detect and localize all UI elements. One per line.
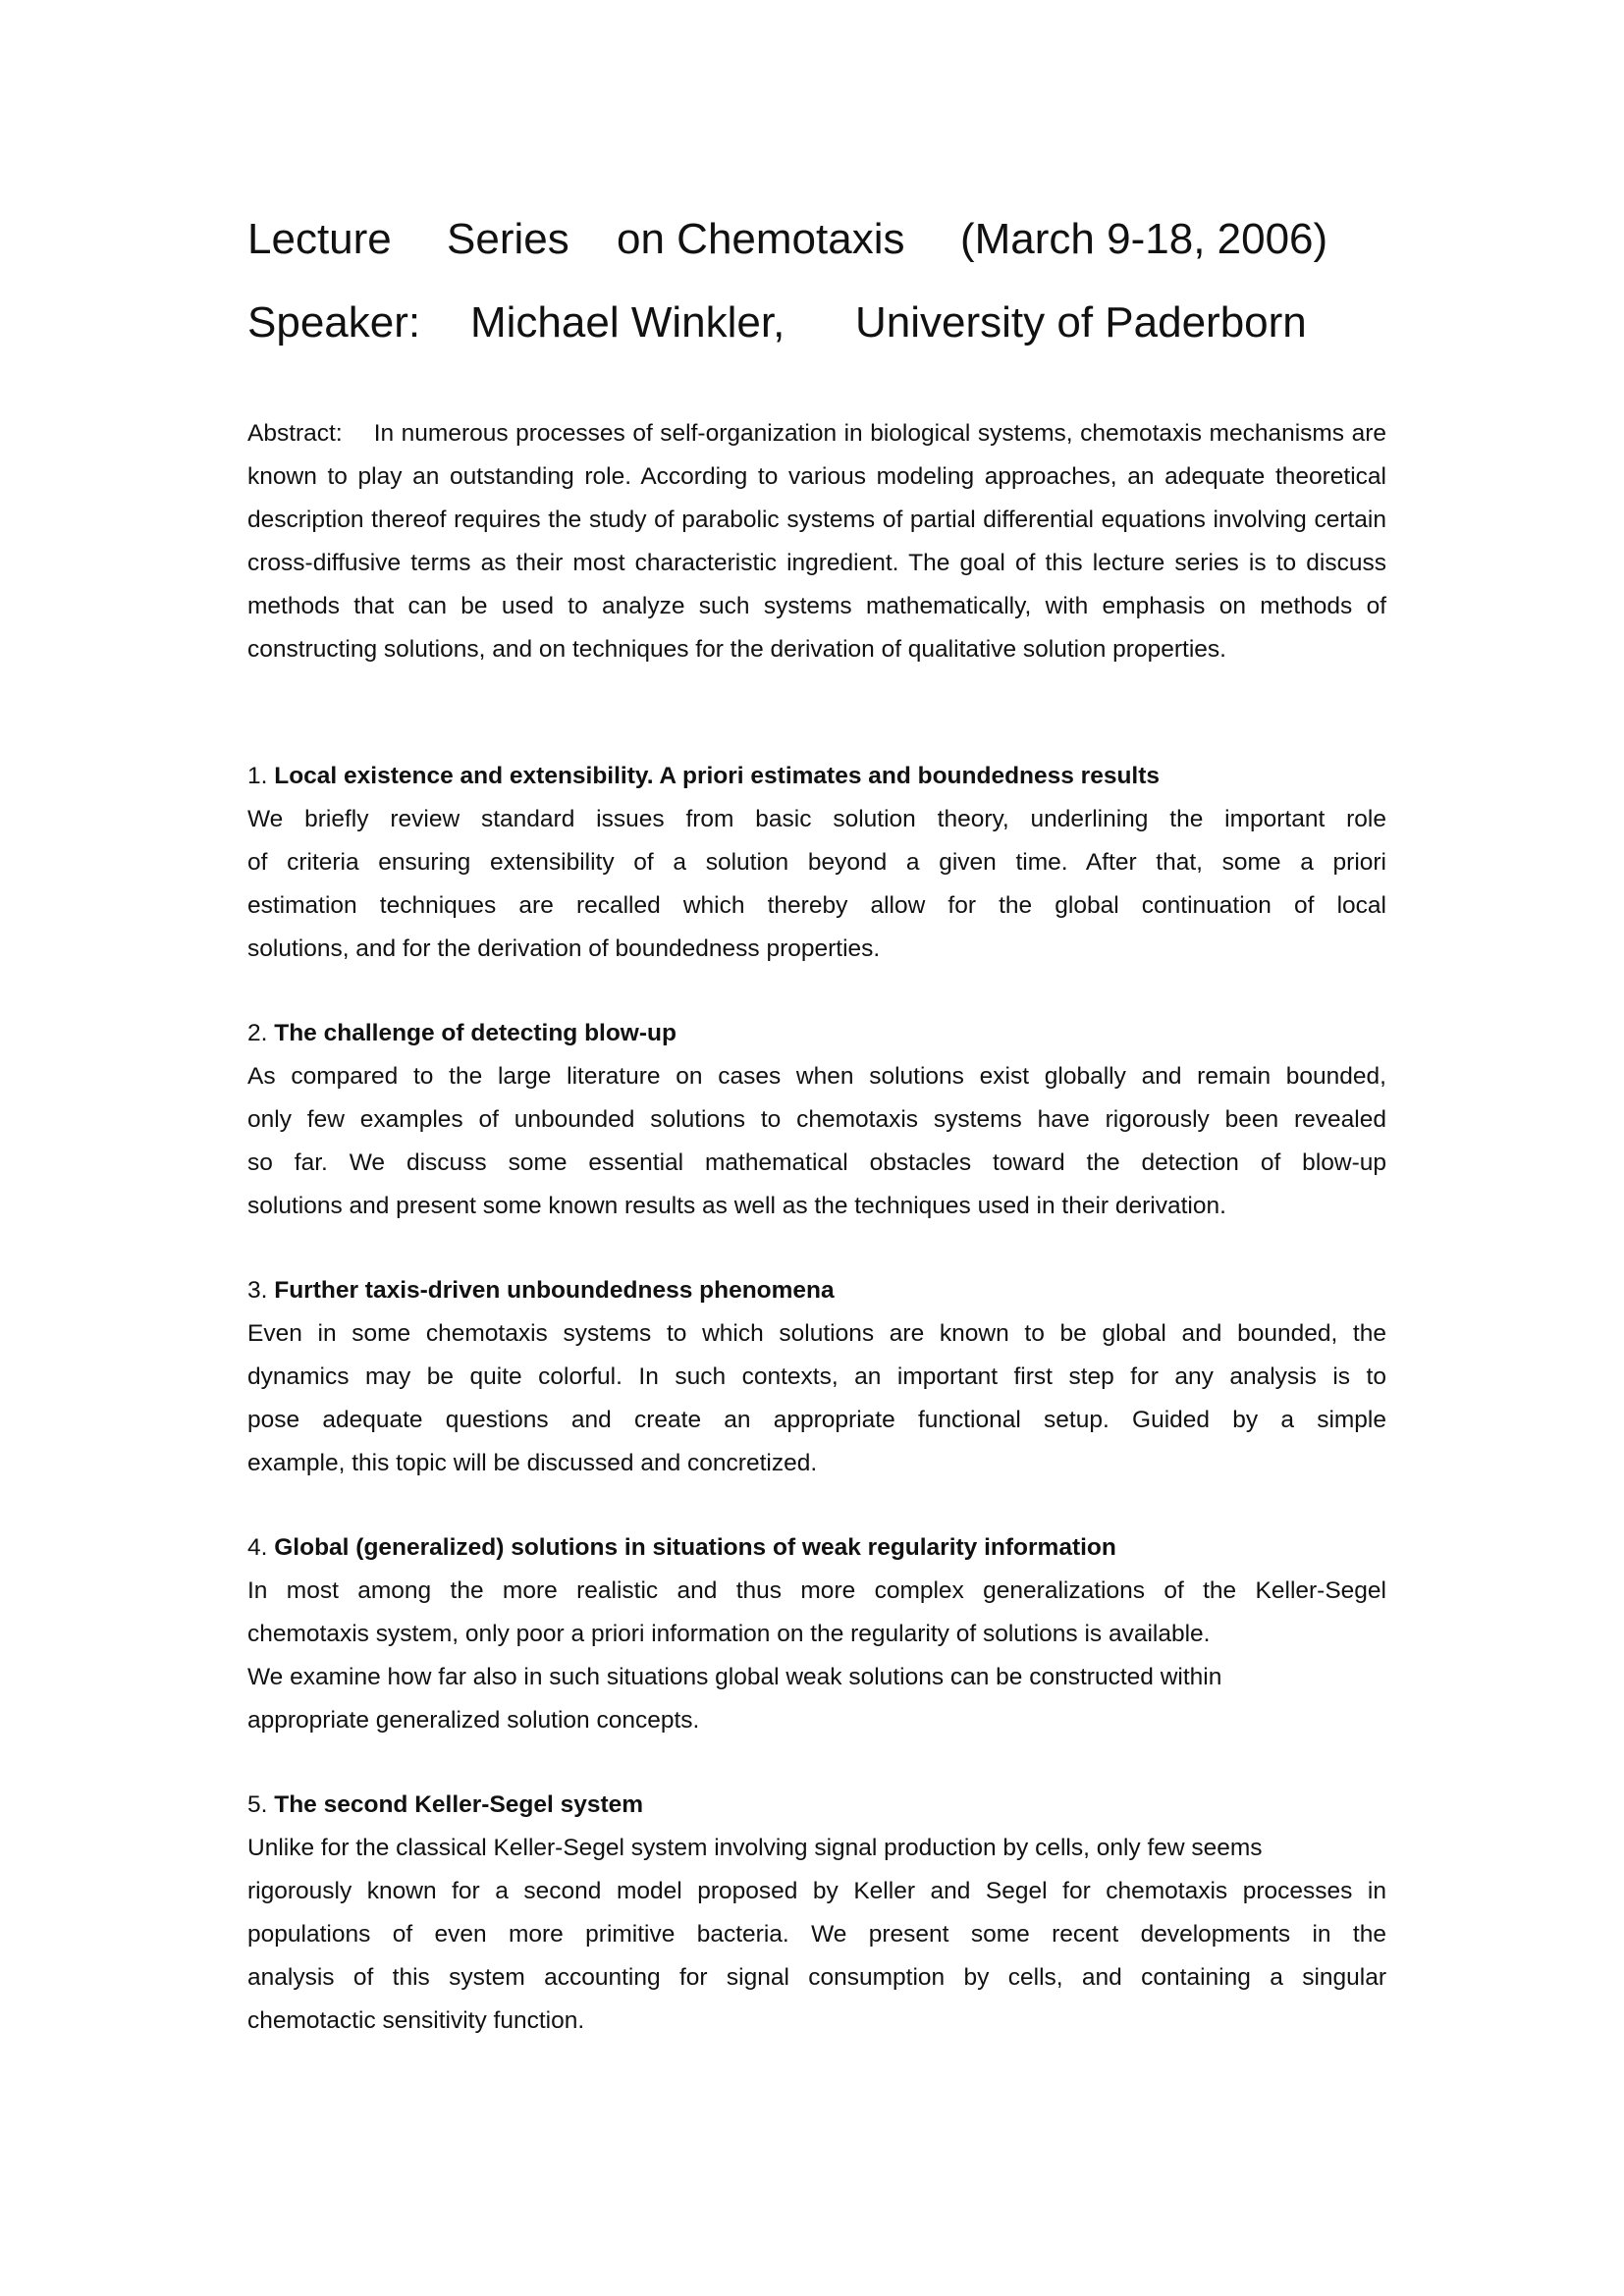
section-line: so far. We discuss some essential mathematical obstacles toward the detection of blow-up [247,1149,1386,1176]
section-heading [247,1269,1386,1312]
section-line: only few examples of unbounded solutions to chemotaxis systems have rigorously been revealed [247,1106,1386,1133]
section-line: analysis of this system accounting for signal consumption by cells, and containing a singular [247,1964,1386,1991]
section-line: Even in some chemotaxis systems to which solutions are known to be global and bounded, the [247,1320,1386,1347]
section-line: pose adequate questions and create an appropriate functional setup. Guided by a simple [247,1407,1386,1433]
section-line: solutions and present some known results as well as the techniques used in their derivation. [247,1193,1226,1219]
section-line: appropriate generalized solution concepts. [247,1707,700,1734]
section-heading [247,1526,1386,1570]
section-line: chemotactic sensitivity function. [247,2007,585,2034]
section-line: As compared to the large literature on cases when solutions exist globally and remain bounded, [247,1063,1386,1090]
section-line: Unlike for the classical Keller-Segel system involving signal production by cells, only few seems [247,1835,1263,1861]
section-3 [247,1269,1386,1485]
title-word-lecture: Lecture [247,215,392,263]
section-heading [247,1784,1386,1827]
section-title: The second Keller-Segel system [274,1791,644,1818]
abstract-paragraph [247,412,1386,671]
section-number: 1. [247,763,268,789]
abstract-text: In numerous processes of self-organization in biological systems, chemotaxis mechanisms are known to play an outstanding role. According to various modeling approaches, an adequate theoretical description thereof requires the study of parabolic systems of partial differential equations involving certain cross-diffusive terms as their most characteristic ingredient. The goal of this lecture series is to discuss methods that can be used to analyze such systems mathematically, with emphasis on methods of constructing solutions, and on techniques for the derivation of qualitative solution properties. [247,420,1386,663]
speaker-label: Speaker: [247,298,421,347]
section-line: We briefly review standard issues from basic solution theory, underlining the important role [247,806,1386,832]
section-line: populations of even more primitive bacteria. We present some recent developments in the [247,1921,1386,1948]
section-line: chemotaxis system, only poor a priori information on the regularity of solutions is available. [247,1621,1211,1647]
section-line: rigorously known for a second model proposed by Keller and Segel for chemotaxis processes in [247,1878,1386,1904]
speaker-affiliation: University of Paderborn [855,298,1307,347]
section-line: estimation techniques are recalled which thereby allow for the global continuation of local [247,892,1386,919]
section-title: Further taxis-driven unboundedness phenomena [274,1277,835,1304]
section-4 [247,1526,1386,1742]
section-5 [247,1784,1386,2043]
title-word-topic: on Chemotaxis [617,215,905,263]
section-line: dynamics may be quite colorful. In such contexts, an important first step for any analysis is to [247,1363,1386,1390]
section-2 [247,1012,1386,1228]
section-number: 3. [247,1277,268,1304]
speaker-name: Michael Winkler, [470,298,785,347]
section-number: 5. [247,1791,268,1818]
section-title: The challenge of detecting blow-up [274,1020,677,1046]
section-heading [247,1012,1386,1055]
section-line: We examine how far also in such situations global weak solutions can be constructed within [247,1664,1222,1690]
section-line: In most among the more realistic and thus more complex generalizations of the Keller-Segel [247,1577,1386,1604]
section-1 [247,755,1386,971]
section-title: Global (generalized) solutions in situations of weak regularity information [274,1534,1116,1561]
section-line: of criteria ensuring extensibility of a solution beyond a given time. After that, some a priori [247,849,1386,876]
section-number: 2. [247,1020,268,1046]
title-dates: (March 9-18, 2006) [960,215,1328,263]
section-line: example, this topic will be discussed and concretized. [247,1450,818,1476]
section-line: solutions, and for the derivation of boundedness properties. [247,935,881,962]
title-word-series: Series [447,215,569,263]
section-heading [247,755,1386,798]
abstract-label: Abstract: [247,420,343,447]
section-number: 4. [247,1534,268,1561]
section-title: Local existence and extensibility. A priori estimates and boundedness results [274,763,1161,789]
